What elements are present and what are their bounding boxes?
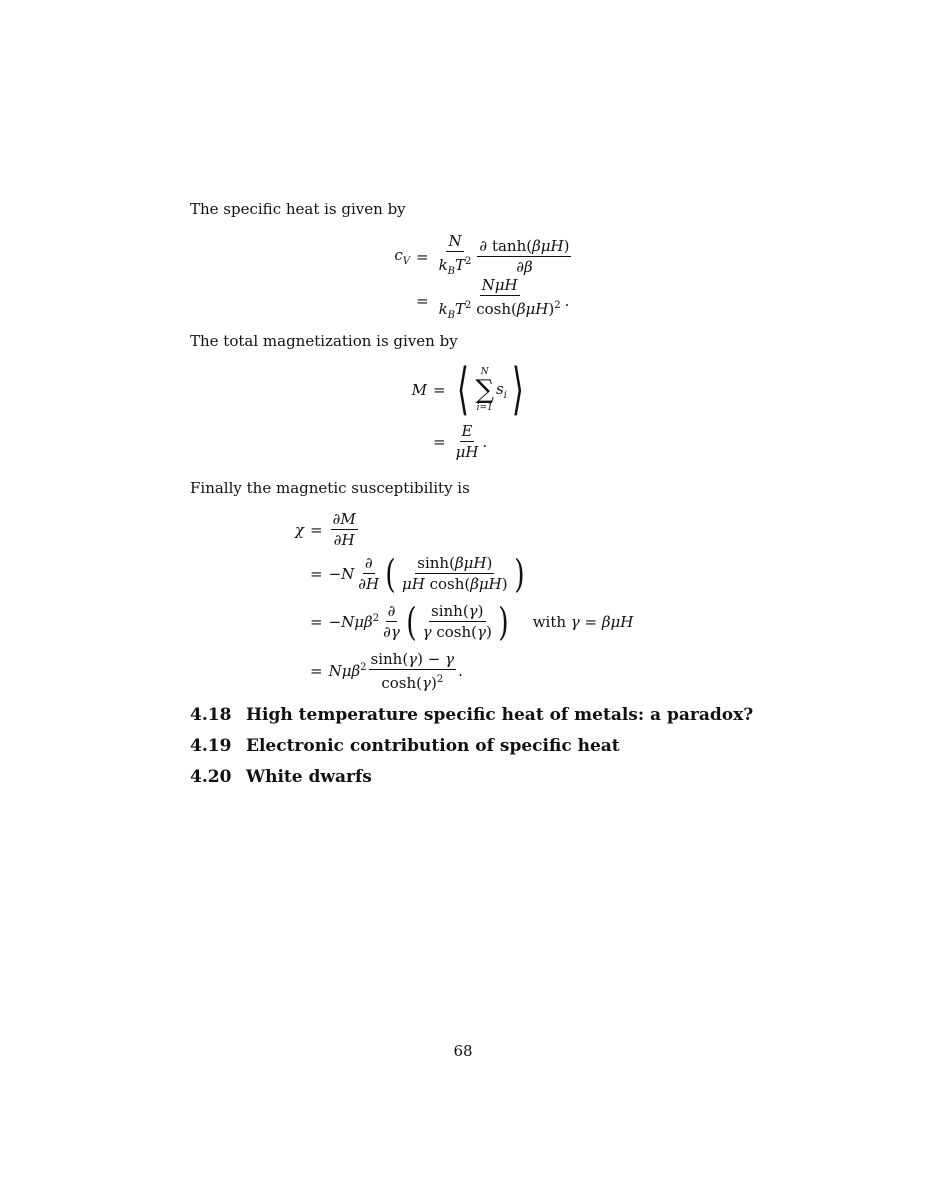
specific-heat-intro: The specific heat is given by [190,200,406,218]
section-title: Electronic contribution of specific heat [246,736,620,756]
page-number: 68 [453,1042,473,1060]
section-heading-4-20 [190,766,372,788]
section-heading-4-19 [190,735,620,757]
section-title: White dwarfs [246,767,372,787]
gamma-definition: with γ = βμH [532,612,634,631]
magnetization-intro: The total magnetization is given by [190,332,458,350]
section-title: High temperature specific heat of metals: a paradox? [246,705,754,725]
section-number: 4.18 [190,705,232,725]
section-heading-4-18 [190,704,753,726]
section-number: 4.20 [190,767,232,787]
document-page: The specific heat is given by $c_V$ = $\frac{N}{k_BT^2}$ $\frac{\text{∂ tanh(βμH)}}{\partial\beta}$ = $\frac{\text{NμH}}{k_BT^2 \cosh(\beta\mu H)^2}$ . The total magnetization is given by M = ⟨ N ∑ i=1 $s_i$ ⟩ = $\frac{E}{\mu H}$ . Finally the magnetic susceptibility is χ = $\frac{\partial M}{\partial H}$ = −N $\frac{\partial}{\partial H}$ ( $\frac{\text{sinh(βμH)}}{\text{μH cosh(βμH)}}$ ) = −Nμβ$^2$ $\frac{\partial}{\partial\gamma}$ ( $\frac{\sinh(\gamma)}{\text{γ cosh(γ)}}$ ) with γ = βμH = Nμβ$^2$ $\frac{\sinh(\gamma) - \gamma}{\cosh(\gamma)^2}$ . 4.18 High temperature specific heat of metals: a paradox? 4.19 Electronic contribution of specific heat 4.20 White dwarfs 68 [0,0,926,1198]
section-number: 4.19 [190,736,232,756]
susceptibility-intro: Finally the magnetic susceptibility is [190,479,470,497]
